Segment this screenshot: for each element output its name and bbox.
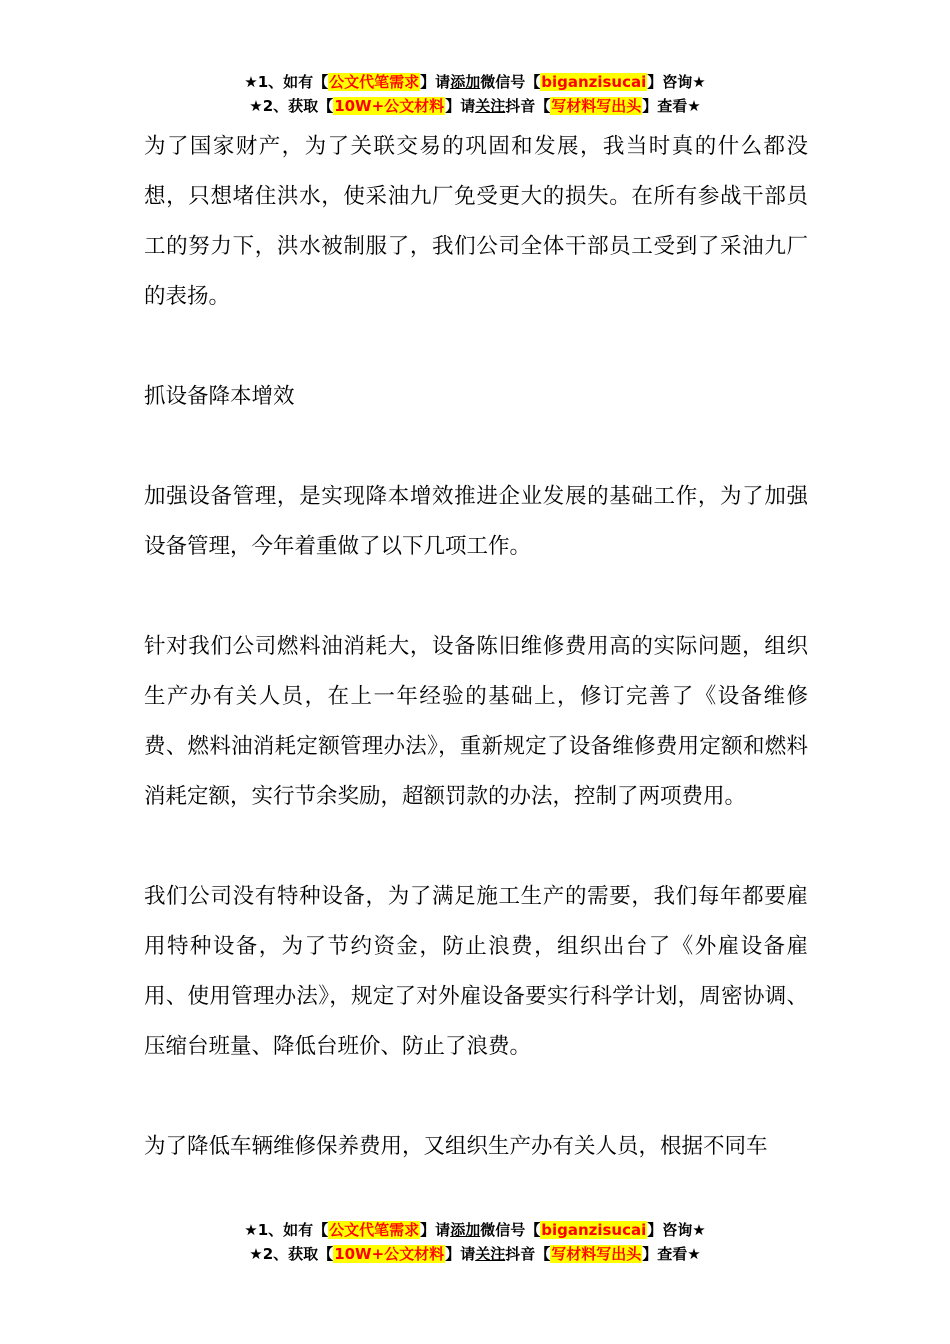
promo-line-1 — [0, 1218, 950, 1242]
paragraph: 针对我们公司燃料油消耗大，设备陈旧维修费用高的实际问题，组织生产办有关人员，在上一年经验的基础上，修订完善了《设备维修费、燃料油消耗定额管理办法》，重新规定了设备维修费用定额和燃料消耗定额，实行节余奖励，超额罚款的办法，控制了两项费用。 — [144, 634, 808, 809]
promo-highlight: 公文代笔需求 — [329, 1221, 420, 1239]
promo-text: 】咨询★ — [647, 1221, 706, 1239]
promo-douyin-id: 写材料写出头 — [551, 97, 642, 115]
promo-underline: 添加 — [450, 1221, 481, 1239]
promo-wechat-id: biganzisucai — [541, 73, 647, 91]
promo-text: ★2、获取【 — [249, 1245, 334, 1263]
promo-text: ★1、如有【 — [244, 73, 329, 91]
promo-text: 】查看★ — [642, 1245, 701, 1263]
promo-highlight: 公文代笔需求 — [329, 73, 420, 91]
paragraph: 我们公司没有特种设备，为了满足施工生产的需要，我们每年都要雇用特种设备，为了节约资金，防止浪费，组织出台了《外雇设备雇用、使用管理办法》，规定了对外雇设备要实行科学计划，周密协调、压缩台班量、降低台班价、防止了浪费。 — [144, 884, 808, 1059]
promo-text: 】查看★ — [642, 97, 701, 115]
promo-text: 微信号【 — [480, 1221, 541, 1239]
promo-underline: 关注 — [475, 1245, 506, 1263]
document-body — [144, 122, 808, 1222]
section-heading: 抓设备降本增效 — [144, 384, 295, 409]
promo-highlight: 10W+公文材料 — [334, 97, 445, 115]
promo-line-2 — [0, 94, 950, 118]
promo-header — [0, 70, 950, 118]
paragraph: 为了国家财产，为了关联交易的巩固和发展，我当时真的什么都没想，只想堵住洪水，使采油九厂免受更大的损失。在所有参战干部员工的努力下，洪水被制服了，我们公司全体干部员工受到了采油九厂的表扬。 — [144, 134, 808, 309]
promo-text: 抖音【 — [505, 97, 551, 115]
promo-underline: 关注 — [475, 97, 506, 115]
promo-line-2 — [0, 1242, 950, 1266]
promo-text: ★1、如有【 — [244, 1221, 329, 1239]
promo-footer — [0, 1218, 950, 1266]
promo-text: 微信号【 — [480, 73, 541, 91]
promo-text: 抖音【 — [505, 1245, 551, 1263]
promo-text: 】请 — [420, 73, 451, 91]
promo-text: 】请 — [445, 97, 476, 115]
promo-underline: 添加 — [450, 73, 481, 91]
paragraph: 为了降低车辆维修保养费用，又组织生产办有关人员，根据不同车 — [144, 1134, 768, 1159]
promo-text: 】请 — [445, 1245, 476, 1263]
promo-highlight: 10W+公文材料 — [334, 1245, 445, 1263]
promo-text: 】咨询★ — [647, 73, 706, 91]
promo-text: ★2、获取【 — [249, 97, 334, 115]
paragraph: 加强设备管理，是实现降本增效推进企业发展的基础工作，为了加强设备管理，今年着重做了以下几项工作。 — [144, 484, 808, 559]
promo-douyin-id: 写材料写出头 — [551, 1245, 642, 1263]
promo-text: 】请 — [420, 1221, 451, 1239]
promo-wechat-id: biganzisucai — [541, 1221, 647, 1239]
promo-line-1 — [0, 70, 950, 94]
